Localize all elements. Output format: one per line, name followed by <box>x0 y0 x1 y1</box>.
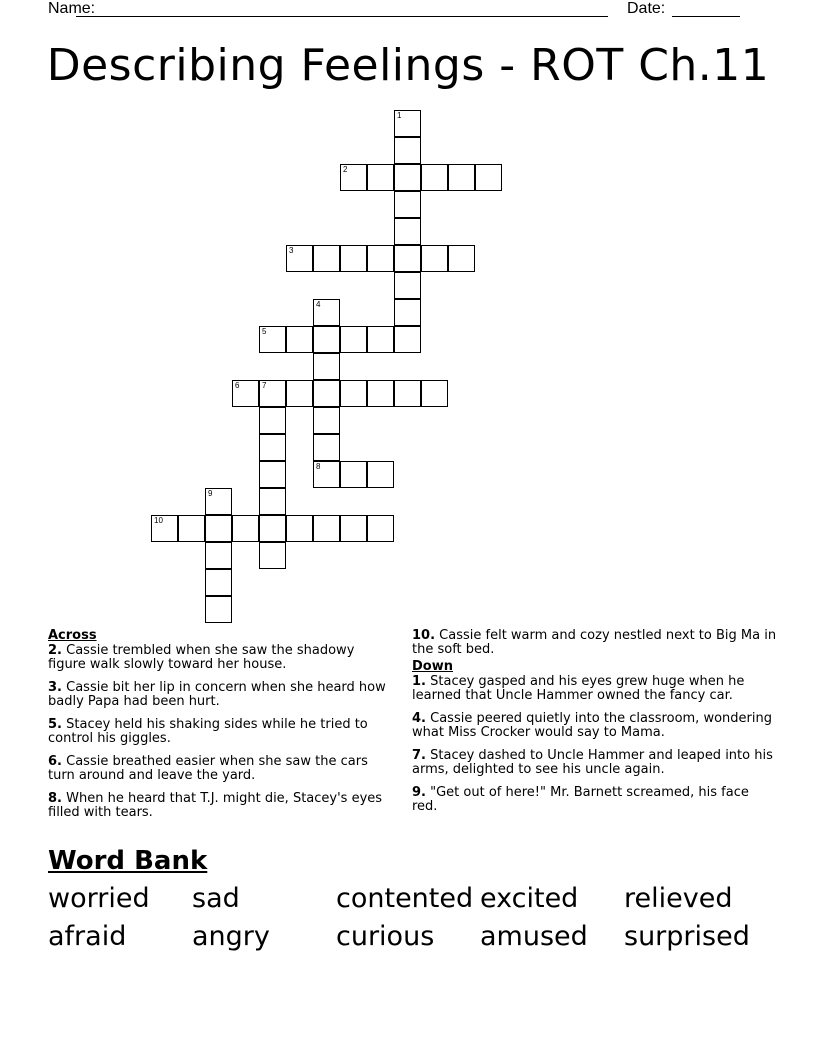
clue-number: 5. <box>48 717 62 732</box>
crossword-cell[interactable] <box>367 245 394 272</box>
crossword-cell[interactable] <box>259 407 286 434</box>
clue-down-4 <box>412 712 777 740</box>
clue-text: When he heard that T.J. might die, Stacey's eyes filled with tears. <box>48 791 383 820</box>
across-heading: Across <box>48 628 97 643</box>
clue-text: Cassie peered quietly into the classroom, wondering what Miss Crocker would say to Mama. <box>412 711 772 740</box>
crossword-cell[interactable] <box>313 407 340 434</box>
crossword-cell[interactable] <box>259 434 286 461</box>
clue-text: "Get out of here!" Mr. Barnett screamed, his face red. <box>412 785 749 814</box>
crossword-cell[interactable] <box>178 515 205 542</box>
crossword-cell[interactable] <box>313 434 340 461</box>
word-bank-word: worried <box>48 883 150 914</box>
crossword-cell[interactable] <box>367 164 394 191</box>
crossword-cell[interactable] <box>421 245 448 272</box>
crossword-cell[interactable] <box>448 164 475 191</box>
clue-text: Stacey gasped and his eyes grew huge when he learned that Uncle Hammer owned the fancy car. <box>412 674 745 703</box>
clue-text: Cassie bit her lip in concern when she heard how badly Papa had been hurt. <box>48 680 386 709</box>
word-bank-word: angry <box>192 921 270 952</box>
crossword-cell[interactable] <box>394 380 421 407</box>
crossword-cell[interactable] <box>313 299 340 326</box>
crossword-cell[interactable] <box>394 245 421 272</box>
clue-across-8 <box>48 792 393 820</box>
crossword-cell[interactable] <box>286 515 313 542</box>
crossword-cell[interactable] <box>232 380 259 407</box>
page-title: Describing Feelings - ROT Ch.11 <box>46 40 770 91</box>
clue-down-7 <box>412 749 777 777</box>
clue-number: 8. <box>48 791 62 806</box>
crossword-cell[interactable] <box>313 461 340 488</box>
crossword-cell[interactable] <box>394 299 421 326</box>
clue-across-5 <box>48 718 393 746</box>
clue-number: 10. <box>412 628 436 643</box>
crossword-cell[interactable] <box>259 380 286 407</box>
crossword-cell[interactable] <box>475 164 502 191</box>
crossword-cell[interactable] <box>394 137 421 164</box>
clue-across-3 <box>48 681 393 709</box>
crossword-cell[interactable] <box>421 164 448 191</box>
clue-number-label: 9 <box>208 489 213 498</box>
crossword-cell[interactable] <box>394 164 421 191</box>
crossword-cell[interactable] <box>259 326 286 353</box>
date-label: Date: <box>627 0 666 17</box>
crossword-cell[interactable] <box>340 461 367 488</box>
clue-number-label: 2 <box>343 165 348 174</box>
clues-right-column <box>412 629 777 823</box>
word-bank-word: relieved <box>624 883 733 914</box>
crossword-cell[interactable] <box>340 380 367 407</box>
crossword-cell[interactable] <box>367 326 394 353</box>
crossword-cell[interactable] <box>151 515 178 542</box>
crossword-cell[interactable] <box>259 461 286 488</box>
crossword-cell[interactable] <box>394 272 421 299</box>
date-field[interactable] <box>672 0 740 22</box>
clue-number-label: 10 <box>154 516 163 525</box>
crossword-cell[interactable] <box>286 380 313 407</box>
down-heading: Down <box>412 659 453 674</box>
word-bank-title: Word Bank <box>48 846 208 876</box>
clue-across-10 <box>412 629 777 657</box>
clue-text: Stacey dashed to Uncle Hammer and leaped into his arms, delighted to see his uncle again. <box>412 748 773 777</box>
clue-down-1 <box>412 675 777 703</box>
crossword-cell[interactable] <box>205 515 232 542</box>
crossword-cell[interactable] <box>340 515 367 542</box>
crossword-cell[interactable] <box>205 596 232 623</box>
word-bank-word: surprised <box>624 921 750 952</box>
crossword-cell[interactable] <box>394 218 421 245</box>
clue-down-9 <box>412 786 777 814</box>
crossword-cell[interactable] <box>259 488 286 515</box>
clues-left-column <box>48 629 393 829</box>
crossword-cell[interactable] <box>340 164 367 191</box>
clue-number: 1. <box>412 674 426 689</box>
word-bank-word: excited <box>480 883 579 914</box>
clue-number-label: 3 <box>289 246 294 255</box>
clue-number-label: 4 <box>316 300 321 309</box>
crossword-cell[interactable] <box>259 515 286 542</box>
clue-number: 9. <box>412 785 426 800</box>
clue-number-label: 7 <box>262 381 267 390</box>
clue-text: Cassie trembled when she saw the shadowy figure walk slowly toward her house. <box>48 643 355 672</box>
clue-text: Cassie felt warm and cozy nestled next to Big Ma in the soft bed. <box>412 628 777 657</box>
name-field[interactable] <box>76 0 608 22</box>
crossword-cell[interactable] <box>205 488 232 515</box>
crossword-cell[interactable] <box>367 380 394 407</box>
clue-number: 3. <box>48 680 62 695</box>
crossword-cell[interactable] <box>259 542 286 569</box>
crossword-cell[interactable] <box>313 245 340 272</box>
crossword-cell[interactable] <box>313 326 340 353</box>
clue-number: 2. <box>48 643 62 658</box>
crossword-cell[interactable] <box>394 110 421 137</box>
clue-number: 6. <box>48 754 62 769</box>
crossword-cell[interactable] <box>394 191 421 218</box>
crossword-cell[interactable] <box>313 380 340 407</box>
word-bank-word: sad <box>192 883 240 914</box>
name-label: Name: <box>48 0 96 17</box>
word-bank-word: amused <box>480 921 588 952</box>
crossword-cell[interactable] <box>205 569 232 596</box>
word-bank-word: afraid <box>48 921 127 952</box>
clue-number: 7. <box>412 748 426 763</box>
crossword-cell[interactable] <box>394 326 421 353</box>
crossword-cell[interactable] <box>286 245 313 272</box>
crossword-cell[interactable] <box>340 326 367 353</box>
crossword-cell[interactable] <box>313 353 340 380</box>
clue-number-label: 5 <box>262 327 267 336</box>
crossword-cell[interactable] <box>313 515 340 542</box>
crossword-cell[interactable] <box>367 515 394 542</box>
crossword-cell[interactable] <box>448 245 475 272</box>
clue-number-label: 1 <box>397 111 402 120</box>
clue-across-2 <box>48 644 393 672</box>
crossword-cell[interactable] <box>421 380 448 407</box>
clue-number: 4. <box>412 711 426 726</box>
clue-text: Stacey held his shaking sides while he tried to control his giggles. <box>48 717 368 746</box>
word-bank-word: curious <box>336 921 435 952</box>
crossword-cell[interactable] <box>286 326 313 353</box>
clue-number-label: 6 <box>235 381 240 390</box>
crossword-cell[interactable] <box>340 245 367 272</box>
crossword-cell[interactable] <box>367 461 394 488</box>
clue-across-6 <box>48 755 393 783</box>
crossword-cell[interactable] <box>205 542 232 569</box>
word-bank-word: contented <box>336 883 474 914</box>
clue-number-label: 8 <box>316 462 321 471</box>
crossword-cell[interactable] <box>232 515 259 542</box>
clue-text: Cassie breathed easier when she saw the cars turn around and leave the yard. <box>48 754 368 783</box>
